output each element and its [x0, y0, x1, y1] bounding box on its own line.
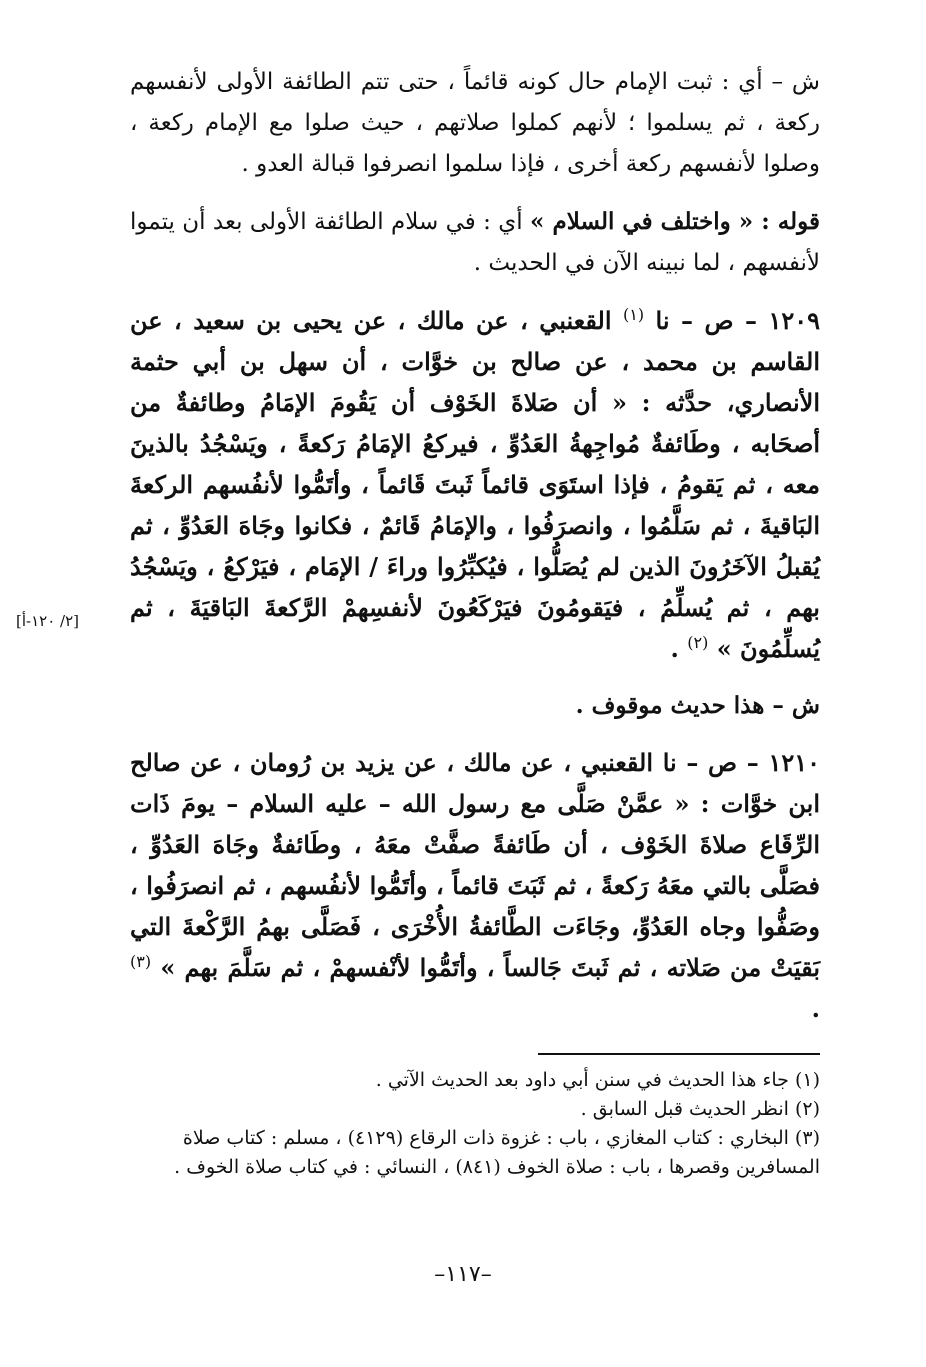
mawquf-note: ش – هذا حديث موقوف . — [575, 692, 820, 719]
footnote-2: (٢) انظر الحديث قبل السابق . — [580, 1098, 820, 1120]
main-text — [130, 62, 820, 1029]
hadith-1209-end: . — [670, 634, 688, 663]
footnote-1: (١) جاء هذا الحديث في سنن أبي داود بعد الحديث الآتي . — [375, 1069, 820, 1091]
page-number: –١١٧– — [434, 1262, 492, 1287]
quote-paragraph — [130, 201, 820, 284]
footnotes — [130, 1066, 820, 1182]
footnote-ref-2: (٢) — [687, 633, 709, 652]
footnote-ref-1: (١) — [622, 305, 645, 324]
manuscript-folio-note: [٢/ ١٢٠-أ] — [16, 612, 80, 630]
quote-lead: قوله : « واختلف في السلام » — [530, 208, 821, 235]
hadith-1209-text: القعنبي ، عن مالك ، عن يحيى بن سعيد ، عن القاسم بن محمد ، عن صالح بن خوَّات ، أن سهل بن أبي حثمة الأنصاري، حدَّثه : « أن صَلاةَ الخَوْف أن يَقُومَ الإمَامُ وطائفةٌ من أصحَابه ، وطَائفةٌ مُواجِهةُ العَدُوِّ ، فيركعُ الإمَامُ رَكعةً ، ويَسْجُدُ بالذينَ معه ، ثم يَقومُ ، فإذا استَوَى قائماً ثَبتَ قَائماً ، وأتَمُّوا لأنفُسهم الركعةَ البَاقيةَ ، ثم سَلَّمُوا ، وانصرَفُوا ، والإمَامُ قَائمٌ ، فكانوا وجَاهَ العَدُوِّ ، ثم يُقبلُ الآخَرُونَ الذين لم يُصَلُّوا ، فيُكبِّرُوا وراءَ / الإمَام ، فيَرْكعُ ، ويَسْجُدُ بهم ، ثم يُسلِّمُ ، فيَقومُونَ فيَرْكَعُونَ لأنفسِهمْ الرَّكعةَ البَاقيَةَ ، ثم يُسلِّمُونَ » — [130, 306, 820, 663]
footnote-separator — [538, 1053, 820, 1055]
hadith-1210-end: . — [811, 994, 820, 1023]
hadith-1209-number: ١٢٠٩ – ص – نا — [655, 306, 820, 335]
hadith-1209 — [130, 300, 820, 669]
footnote-3: (٣) البخاري : كتاب المغازي ، باب : غزوة ذات الرقاع (٤١٢٩) ، مسلم : كتاب صلاة المسافرين وقصرها ، باب : صلاة الخوف (٨٤١) ، النسائي : في كتاب صلاة الخوف . — [174, 1127, 820, 1178]
footnote-ref-3: (٣) — [130, 952, 152, 971]
quote-explanation: أي : في سلام الطائفة الأولى بعد أن يتموا لأنفسهم ، لما نبينه الآن في الحديث . — [130, 209, 820, 276]
hadith-1210-text: ١٢١٠ – ص – نا القعنبي ، عن مالك ، عن يزيد بن رُومان ، عن صالح ابن خوَّات : « عمَّنْ صَلَّى مع رسول الله – عليه السلام – يومَ ذَات الرِّقَاع صلاةَ الخَوْف ، أن طَائفةً صفَّتْ معَهُ ، وطَائفةٌ وجَاهَ العَدُوِّ ، فصَلَّى بالتي معَهُ رَكعةً ، ثم ثَبَتَ قائماً ، وأتَمُّوا لأنفُسهم ، ثم انصرَفُوا ، وصَفُّوا وجاه العَدُوِّ، وجَاءَت الطَّائفةُ الأُخْرَى ، فَصَلَّى بهمُ الرَّكْعةَ التي بَقيَتْ من صَلاته ، ثم ثَبتَ جَالساً ، وأتَمُّوا لأنْفسهمْ ، ثم سَلَّمَ بهم » — [130, 748, 821, 982]
hadith-1210 — [130, 742, 820, 1029]
commentary-paragraph: ش – أي : ثبت الإمام حال كونه قائماً ، حتى تتم الطائفة الأولى لأنفسهم ركعة ، ثم يسلموا ؛ لأنهم كملوا صلاتهم ، حيث صلوا مع الإمام ركعة ، وصلوا لأنفسهم ركعة أخرى ، فإذا سلموا انصرفوا قبالة العدو . — [130, 69, 820, 177]
